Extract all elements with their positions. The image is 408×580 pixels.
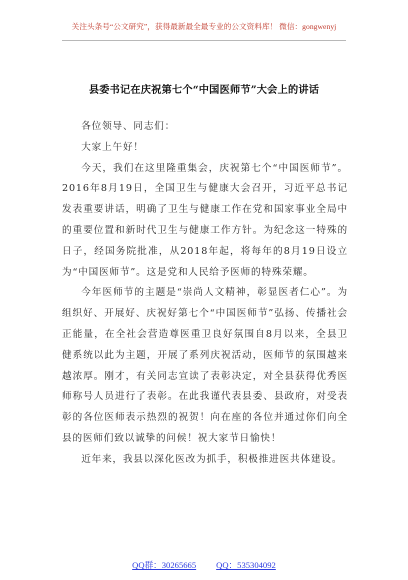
header-divider bbox=[62, 40, 346, 41]
paragraph: 今年医师节的主题是“崇尚人文精神，彰显医者仁心”。为组织好、开展好、庆祝好第七个“中国医师节”弘扬、传播社会正能量，在全社会营造尊医重卫良好氛围自8月以来，全县卫健系统以此为主题，开展了系列庆祝活动，医师节的氛围越来越浓厚。刚才，有关同志宣读了表彰决定，对全县获得优秀医师称号人员进行了表彰。在此我谨代表县委、县政府，对受表彰的各位医师表示热烈的祝贺！向在座的各位并通过你们向全县的医师们致以诚挚的问候！祝大家节日愉快！ bbox=[62, 287, 348, 444]
header-banner bbox=[0, 21, 408, 32]
footer-contact bbox=[0, 559, 408, 571]
salutation: 各位领导、同志们： bbox=[81, 121, 176, 132]
qq-group-link[interactable]: QQ群：30265665 bbox=[132, 560, 197, 570]
paragraph-truncated: 近年来，我县以深化医改为抓手，积极推进医共体建设。 bbox=[81, 453, 343, 465]
qq-contact-link[interactable]: QQ：535304092 bbox=[216, 560, 276, 570]
paragraph: 今天，我们在这里隆重集会，庆祝第七个“中国医师节”。2016年8月19日，全国卫生与健康大会召开，习近平总书记发表重要讲话，明确了卫生与健康工作在党和国家事业全局中的重要位置和新时代卫生与健康工作方针。为纪念这一特殊的日子，经国务院批准，从2018年起，将每年的8月19日设立为“中国医师节”。这是党和人民给予医师的特殊荣耀。 bbox=[62, 162, 348, 278]
paragraph: 大家上午好！ bbox=[81, 141, 144, 153]
document-title: 县委书记在庆祝第七个“中国医师节”大会上的讲话 bbox=[88, 84, 320, 96]
header-banner-text: 关注头条号“公文研究”，获得最新最全最专业的公文资料库！ 微信：gongwenyj bbox=[71, 22, 337, 31]
document-body bbox=[62, 117, 348, 471]
